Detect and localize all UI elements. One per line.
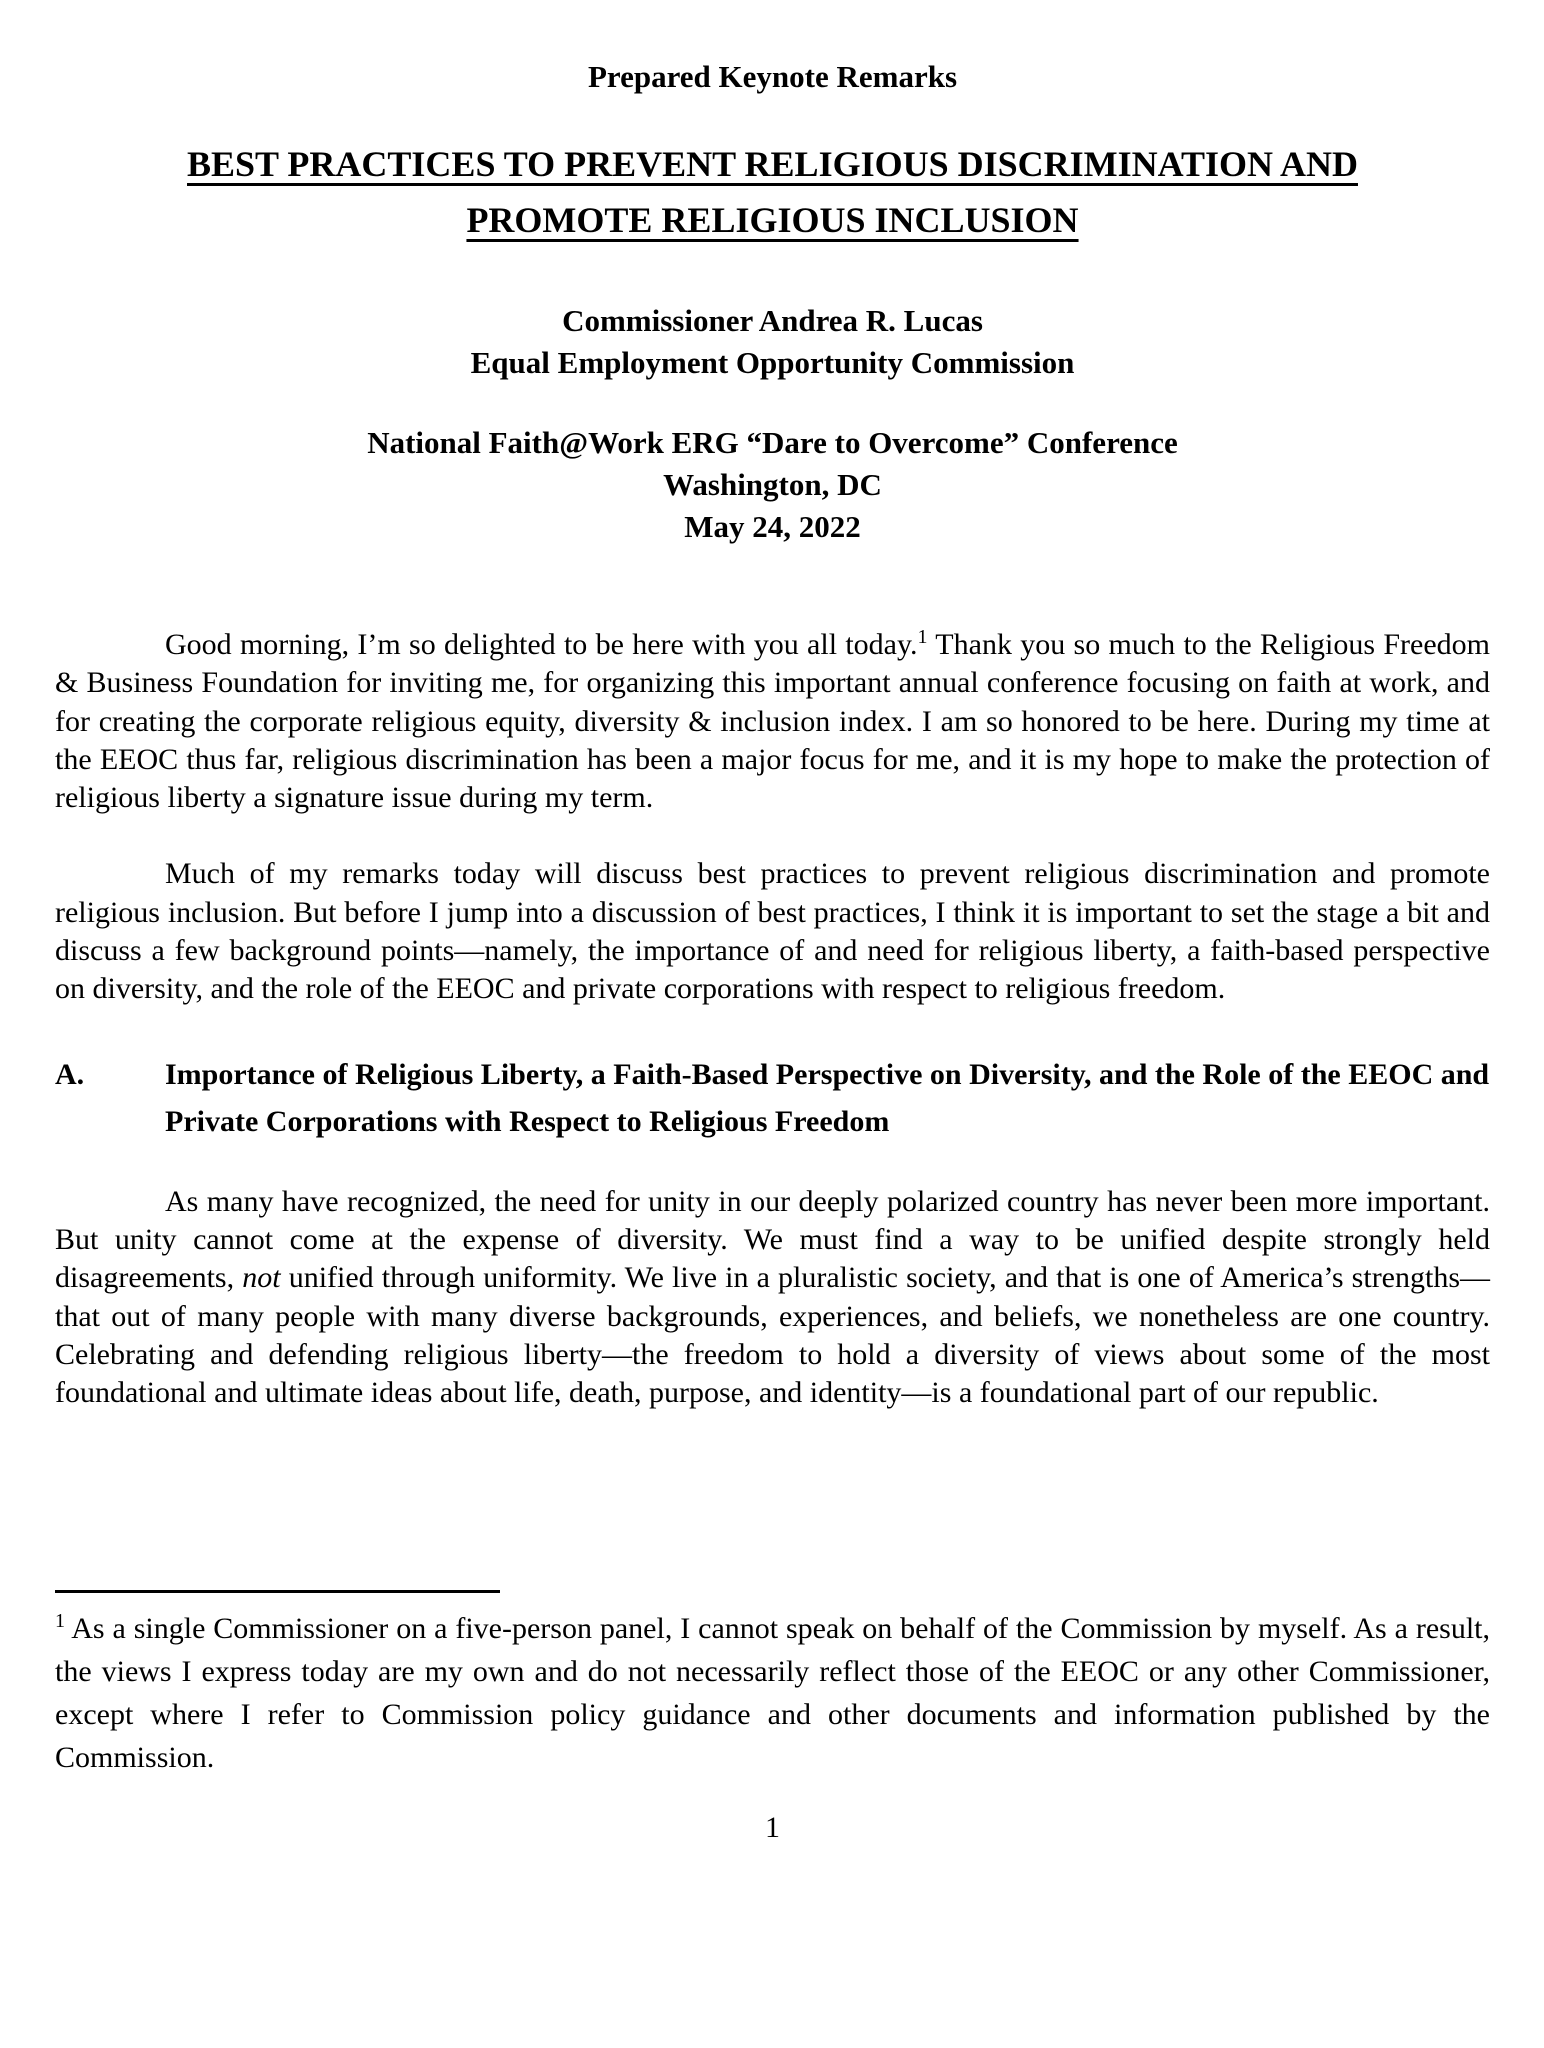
section-a-heading-text: Importance of Religious Liberty, a Faith-Based Perspective on Diversity, and the Role of the EEOC and Private Corporations with Respect to Religious Freedom [165, 1057, 1490, 1138]
paragraph-2: Much of my remarks today will discuss best practices to prevent religious discrimination and promote religious inclusion. But before I jump into a discussion of best practices, I think it is important to set the stage a bit and discuss a few background points—namely, the importance of and need for religious liberty, a faith-based perspective on diversity, and the role of the EEOC and private corporations with respect to religious freedom. [55, 857, 1490, 1006]
footnote-reference: 1 [917, 626, 928, 648]
byline [55, 300, 1490, 384]
speaker-name: Commissioner Andrea R. Lucas [562, 303, 983, 338]
footnote-text: As a single Commissioner on a five-person panel, I cannot speak on behalf of the Commission by myself. As a result, the views I express today are my own and do not necessarily reflect those of the EEOC or any other Commissioner, except where I refer to Commission policy guidance and other documents and information published by the Commission. [55, 1612, 1490, 1775]
footnote-number: 1 [55, 1610, 65, 1633]
footnote [55, 1607, 1490, 1779]
document-title [55, 136, 1490, 248]
paragraph-1-text: Good morning, I’m so delighted to be here with you all today. [165, 628, 918, 661]
paragraph-3-text-continued: unified through uniformity. We live in a pluralistic society, and that is one of America’s strengths—that out of many people with many diverse backgrounds, experiences, and beliefs, we nonetheless are one country. Celebrating and defending religious liberty—the freedom to hold a diversity of views about some of the most foundational and ultimate ideas about life, death, purpose, and identity—is a foundational part of our republic. [55, 1261, 1491, 1410]
speaker-organization: Equal Employment Opportunity Commission [470, 345, 1075, 380]
section-a-label: A. [55, 1057, 85, 1091]
paragraph-3-italic-word: not [242, 1261, 281, 1295]
paragraph-1-text-continued: Thank you so much to the Religious Freedom & Business Foundation for inviting me, for organizing this important annual conference focusing on faith at work, and for creating the corporate religious equity, diversity & inclusion index. I am so honored to be here. During my time at the EEOC thus far, religious discrimination has been a major focus for me, and it is my hope to make the protection of religious liberty a signature issue during my term. [55, 628, 1490, 815]
section-a-heading [55, 1051, 1490, 1145]
title-line-1: BEST PRACTICES TO PREVENT RELIGIOUS DISCRIMINATION AND [187, 144, 1358, 184]
paragraph-3 [55, 1183, 1490, 1413]
paragraph-3-text: As many have recognized, the need for unity in our deeply polarized country has never been more important. But unity cannot come at the expense of diversity. We must find a way to be unified despite strongly held disagreements, [55, 1184, 1490, 1295]
conference-name: National Faith@Work ERG “Dare to Overcome” Conference [367, 425, 1178, 460]
kicker: Prepared Keynote Remarks [587, 59, 958, 94]
conference-date: May 24, 2022 [684, 509, 861, 544]
paragraph-1 [55, 626, 1490, 817]
event-block [55, 422, 1490, 548]
page-number: 1 [765, 1811, 780, 1845]
footnote-separator-rule [55, 1590, 500, 1593]
title-line-2: PROMOTE RELIGIOUS INCLUSION [466, 200, 1079, 240]
conference-location: Washington, DC [663, 467, 882, 502]
